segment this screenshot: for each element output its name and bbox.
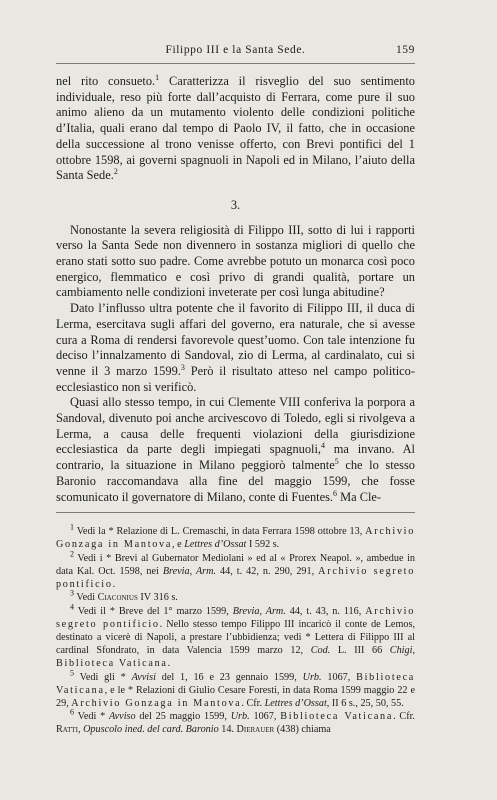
footnote [56, 668, 416, 711]
archive-name: Archivio Gonzaga in Mantova [71, 697, 242, 709]
text-run: nel rito consueto. [56, 74, 156, 88]
footnote [56, 602, 416, 671]
text-run: . Nello stesso tempo Filippo III incaricò il conte de Lemos, destinato a vicerè di Napoli, a prestare l’ubbidienza; vedi * Lettera di Filippo III al cardinal Sfondrato, in data Valencia 1599 marzo 12, [56, 618, 415, 657]
author-name: Ratti [56, 724, 78, 736]
text-run: I 592 s. [246, 539, 280, 551]
text-run: del 1, 16 e 23 gennaio 1599, [155, 671, 303, 683]
footnote-ref: 5 [334, 457, 339, 467]
section-number: 3. [230, 197, 241, 212]
text-run: ma invano. Al contrario, la situazione in Milano peggiorò talmente [56, 442, 415, 473]
work-title: Avvisi [131, 671, 156, 683]
author-name: Dierauer [236, 724, 275, 736]
archive-name: Archivio Gonzaga in Mantova [56, 526, 415, 551]
footnote [56, 707, 415, 736]
text-run: 1067, [249, 711, 281, 723]
text-run: 44, t. 42, n. 290, 291, [216, 565, 319, 577]
paragraph [56, 395, 415, 505]
footnote [56, 588, 415, 604]
header-rule [56, 63, 415, 64]
text-run: . [112, 579, 116, 591]
text-run: Quasi allo stesso tempo, in cui Clemente VIII conferiva la porpora a Sandoval, divenuto poi anche arcivescovo di Toledo, egli si rivolgeva a Lerma, a causa delle frequenti violazioni della giurisdizione ecclesiastica da parte degli impiegati spagnuoli, [56, 395, 415, 457]
text-run: , [412, 645, 415, 657]
text-run: Vedi [74, 592, 98, 604]
footnote-ref: 1 [155, 72, 160, 82]
text-run: 44, t. 43, n. 116, [285, 605, 366, 617]
footnote-ref: 4 [321, 441, 326, 451]
page-number: 159 [395, 44, 415, 56]
footnote [56, 522, 415, 551]
text-run: L. III 66 [330, 645, 390, 657]
footnote-ref: 3 [180, 362, 185, 372]
text-run: Caratterizza il risveglio del suo sentimento individuale, reso più forte dall’acquisto di Ferrara, come pure il suo animo alieno da un mutamento violento delle condizioni politiche d’Italia, quali erano dal tempo di Paolo IV, il fatto, che in occasione della successione al trono venisse offerto, con Brevi pontifici del 1 ottobre 1598, ai governi spagnuoli in Napoli ed in Milano, l’aiuto della Santa Sede. [56, 74, 415, 183]
text-run: , e [172, 539, 185, 551]
text-run: 1067, [321, 671, 357, 683]
text-run: , II 6 s., 25, 50, 55. [326, 697, 404, 709]
footnote-number: 3 [70, 588, 74, 598]
main-text [56, 74, 415, 737]
work-title: Urb. [302, 671, 322, 683]
text-run: Vedi * [74, 711, 109, 723]
archive-name: Biblioteca Vaticana [56, 671, 416, 696]
text-run: Vedi i * Brevi al Gubernator Mediolani » ed al « Prorex Neapol. », ambedue in data Kal. Oct. 1598, nei [56, 552, 415, 577]
text-run: . Cfr. [241, 697, 265, 709]
running-title: Filippo III e la Santa Sede. [165, 44, 306, 56]
footnote-number: 5 [70, 668, 74, 678]
text-run: , [77, 724, 84, 736]
text-run: (438) chiama [274, 724, 331, 736]
work-title: Avviso [108, 711, 136, 723]
text-run: Vedi gli * [74, 671, 132, 683]
footnote [56, 549, 415, 592]
text-run: . Cfr. [393, 711, 415, 723]
paragraph [56, 301, 415, 395]
text-run: IV 316 s. [137, 592, 178, 604]
footnote-ref: 2 [113, 167, 118, 177]
text-run: Dato l’influsso ultra potente che il favorito di Filippo III, il duca di Lerma, esercitava sugli affari del governo, era naturale, che si avesse cura a Roma di rendersi favorevole quest’uomo. Con tale intenzione fu deciso l’innalzamento di Sandoval, zio di Lerma, al cardinalato, cui si venne il 3 marzo 1599. [56, 301, 415, 378]
footnote-number: 1 [70, 522, 74, 532]
paragraph: Nonostante la severa religiosità di Filippo III, sotto di lui i rapporti verso la Santa Sede non divennero in sostanza migliori di quello che erano stati sotto suo padre. Come avrebbe potuto un monarca così poco energico, flemmatico e così privo di grandi qualità, portare un cambiamento nelle condizioni inveterate per così lunga abitudine? [56, 222, 415, 300]
text-run: Vedi la * Relazione di L. Cremaschi, in data Ferrara 1598 ottobre 13, [74, 526, 366, 538]
text-run: , e le * Relazioni di Giulio Cesare Foresti, in data Roma 1599 maggio 22 e 29, [56, 684, 415, 709]
archive-name: Archivio segreto pontificio [56, 605, 416, 630]
footnote-number: 4 [70, 602, 74, 612]
work-title: Lettres d’Ossat [184, 539, 247, 551]
paragraph [56, 74, 415, 184]
work-title: Brevia, Arm. [162, 565, 217, 577]
text-run: che lo stesso Baronio raccomandava alla fine del maggio 1599, che fosse scomunicato il governatore di Milano, conte di Fuentes. [56, 458, 415, 504]
work-title: Brevia, Arm. [232, 605, 286, 617]
work-title: Opuscolo ined. del card. Baronio [83, 724, 219, 736]
text-run: Vedi il * Breve del 1° marzo 1599, [74, 605, 233, 617]
archive-name: Biblioteca Vaticana [56, 658, 168, 670]
footnote-number: 2 [70, 549, 74, 559]
work-title: Cod. [310, 645, 331, 657]
work-title: Urb. [230, 711, 250, 723]
footnotes [56, 522, 416, 736]
text-run: Ma Cle- [337, 489, 382, 504]
archive-name: Biblioteca Vaticana [280, 711, 394, 723]
work-title: Chigi [389, 645, 413, 657]
text-run: Però il risultato atteso nel campo politico-ecclesiastico non si verificò. [56, 363, 415, 394]
footnote-ref: 6 [333, 488, 338, 498]
text-run: . [167, 658, 171, 670]
footnote-number: 6 [70, 707, 74, 717]
footnote-rule [56, 512, 415, 513]
text-run: del 25 maggio 1599, [135, 711, 231, 723]
text-run: 14. [218, 724, 237, 736]
work-title: Lettres d’Ossat [264, 697, 327, 709]
archive-name: Archivio segreto pontificio [56, 565, 415, 591]
author-name: Ciaconius [97, 592, 138, 604]
